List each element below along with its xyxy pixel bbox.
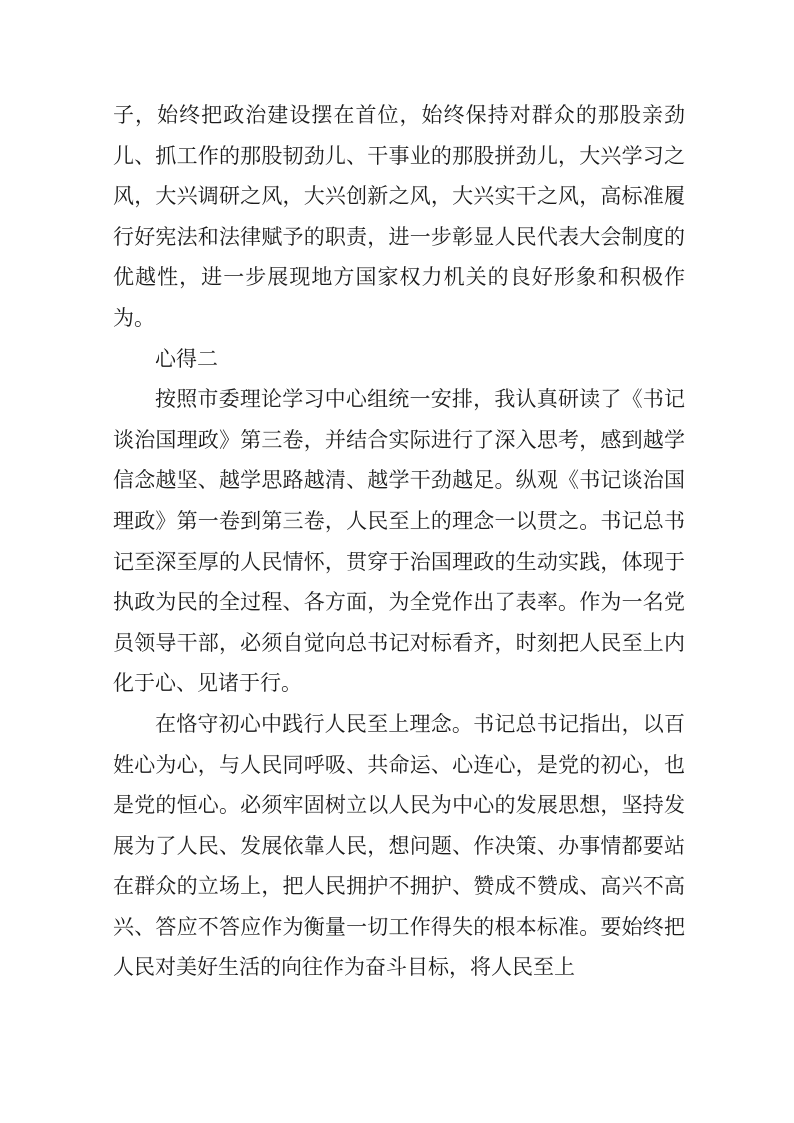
section-heading: 心得二 <box>155 346 218 371</box>
document-body <box>113 95 685 988</box>
paragraph: 在恪守初心中践行人民至上理念。书记总书记指出，以百姓心为心，与人民同呼吸、共命运、心连心，是党的初心，也是党的恒心。必须牢固树立以人民为中心的发展思想，坚持发展为了人民、发展依靠人民，想问题、作决策、办事情都要站在群众的立场上，把人民拥护不拥护、赞成不赞成、高兴不高兴、答应不答应作为衡量一切工作得失的根本标准。要始终把人民对美好生活的向往作为奋斗目标，将人民至上 <box>113 711 685 980</box>
paragraph: 按照市委理论学习中心组统一安排，我认真研读了《书记谈治国理政》第三卷，并结合实际进行了深入思考，感到越学信念越坚、越学思路越清、越学干劲越足。纵观《书记谈治国理政》第一卷到第三卷，人民至上的理念一以贯之。书记总书记至深至厚的人民情怀，贯穿于治国理政的生动实践，体现于执政为民的全过程、各方面，为全党作出了表率。作为一名党员领导干部，必须自觉向总书记对标看齐，时刻把人民至上内化于心、见诸于行。 <box>113 387 685 696</box>
paragraph-continuation: 子，始终把政治建设摆在首位，始终保持对群众的那股亲劲儿、抓工作的那股韧劲儿、干事业的那股拼劲儿，大兴学习之风，大兴调研之风，大兴创新之风，大兴实干之风，高标准履行好宪法和法律赋予的职责，进一步彰显人民代表大会制度的优越性，进一步展现地方国家权力机关的良好形象和积极作为。 <box>113 103 685 330</box>
